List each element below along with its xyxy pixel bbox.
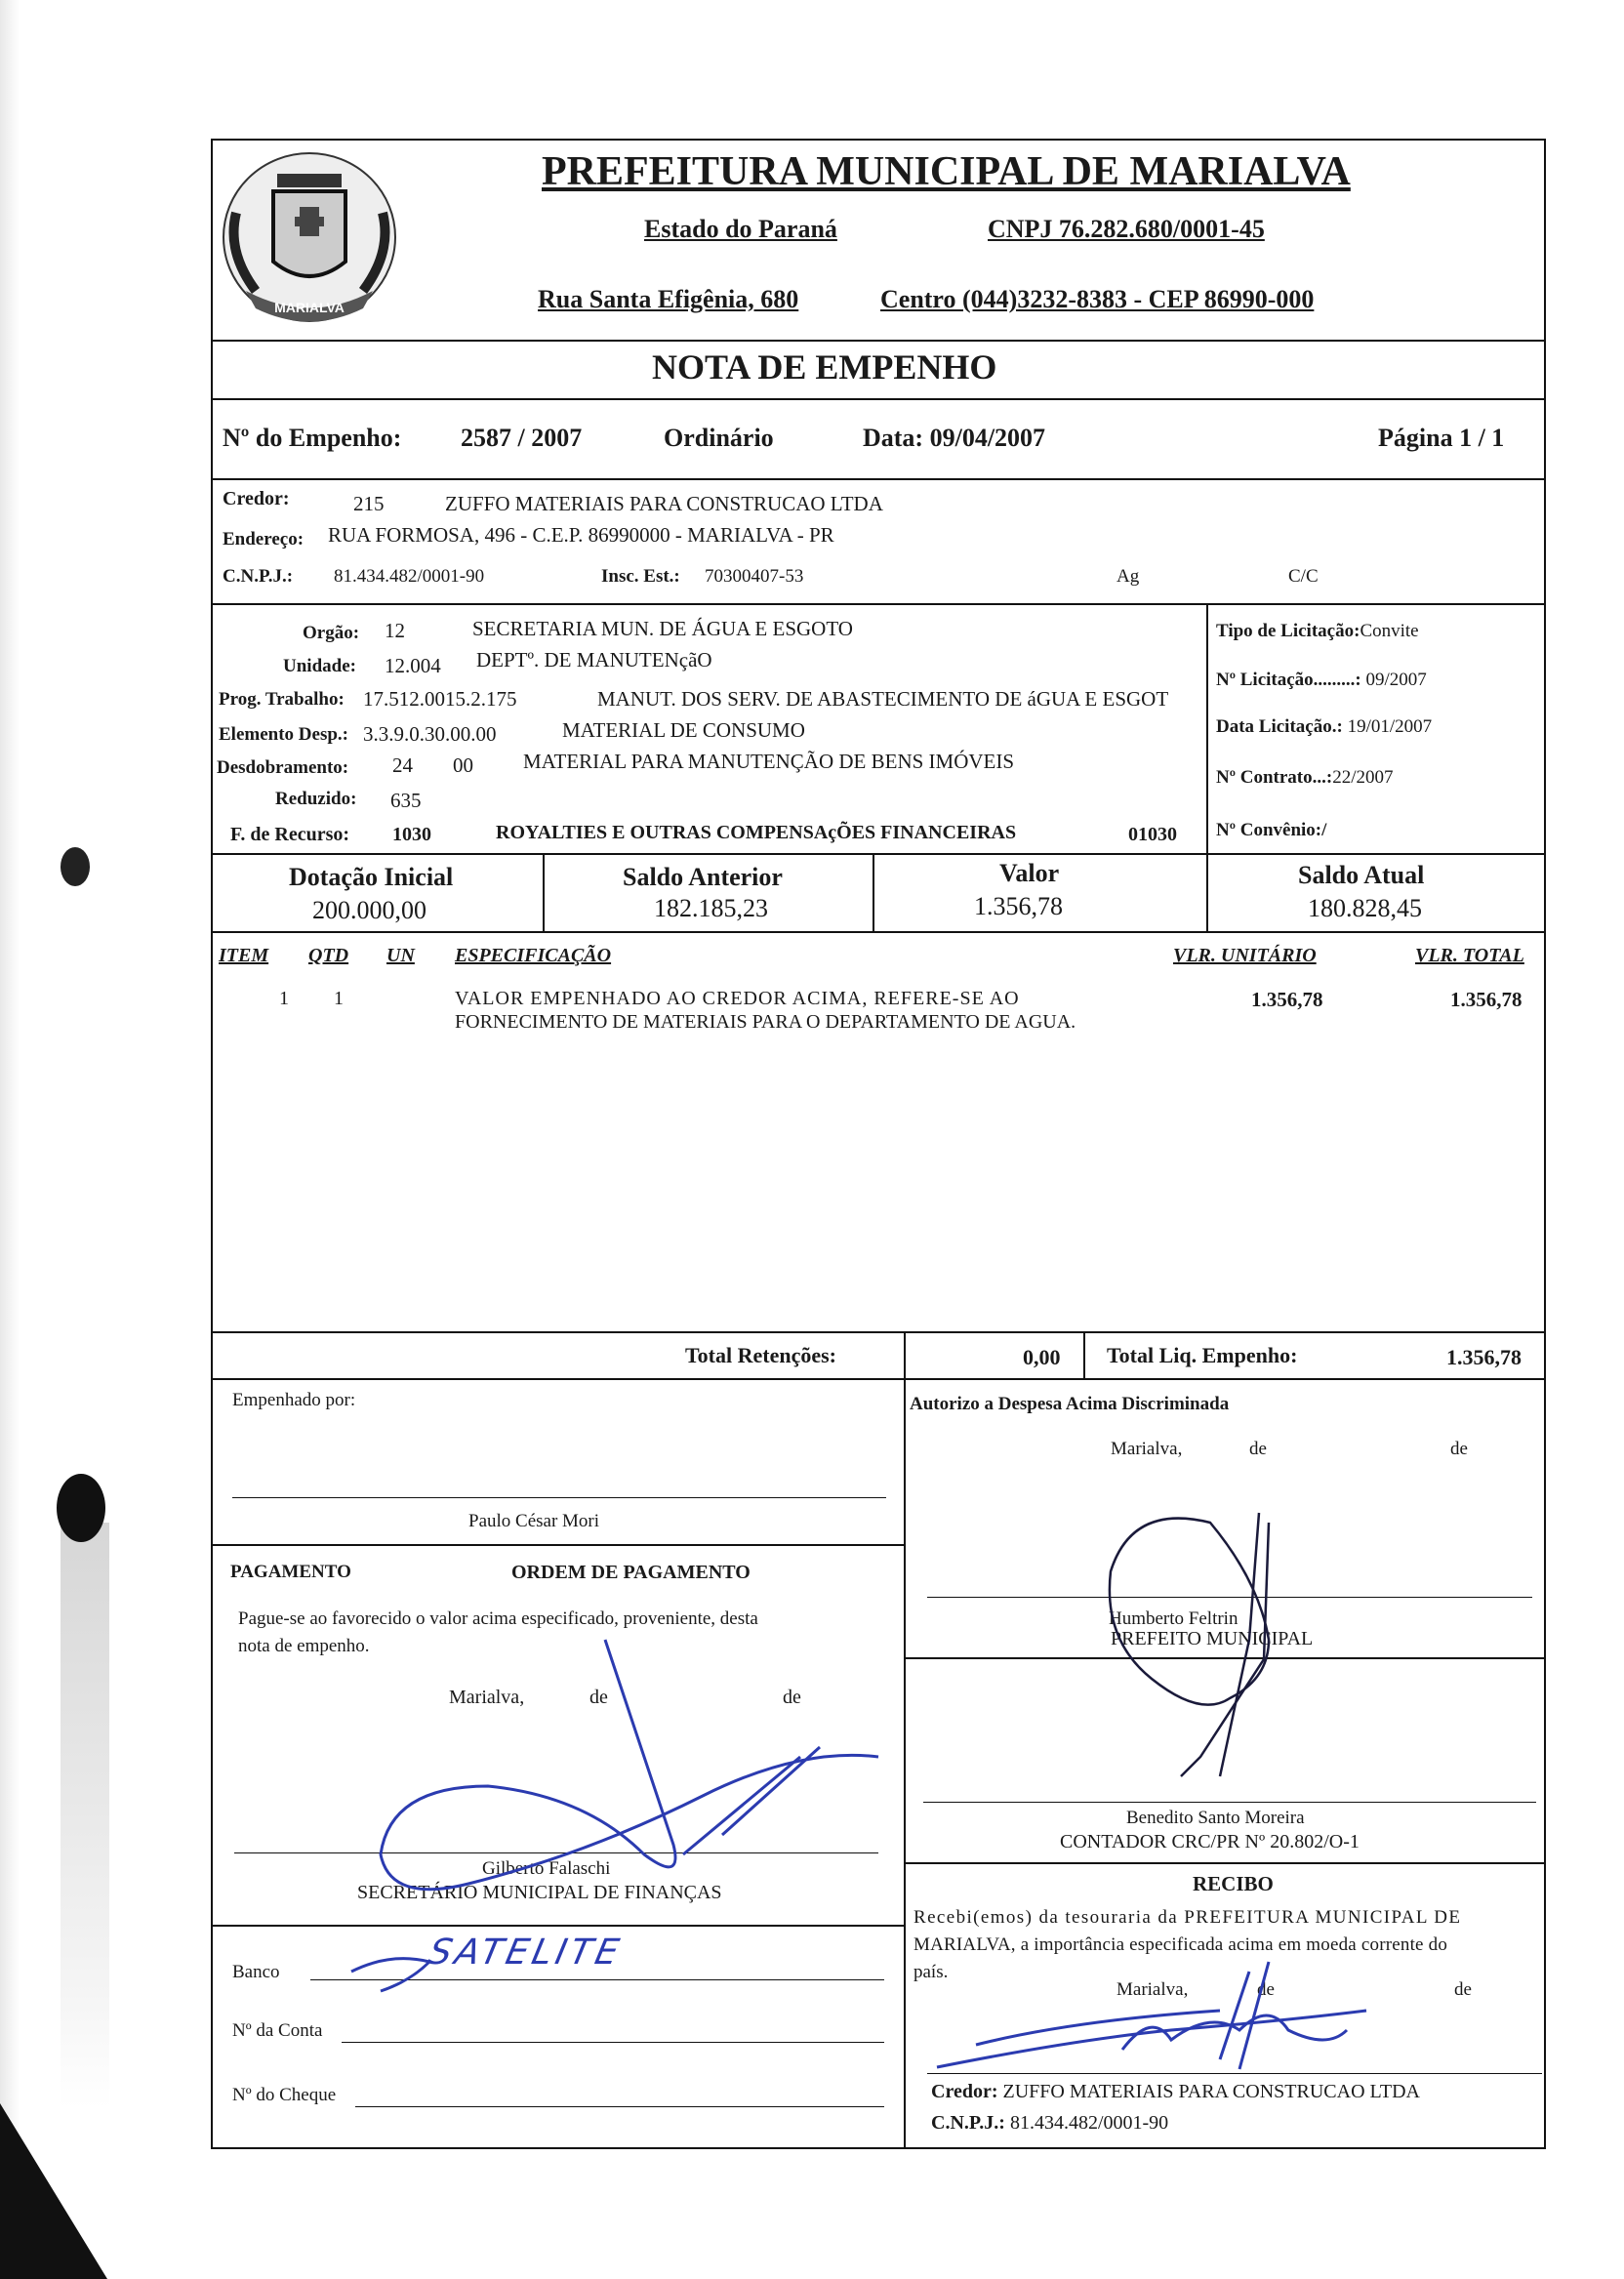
- insc-value: 70300407-53: [705, 566, 804, 587]
- prefeito-signature-icon: [1110, 1513, 1269, 1776]
- empenhado-por-name: Paulo César Mori: [468, 1511, 600, 1531]
- recurso-name: ROYALTIES E OUTRAS COMPENSAçÕES FINANCEIRAS: [496, 822, 1017, 843]
- total-retencoes-label: Total Retenções:: [685, 1343, 836, 1367]
- unidade-name: DEPTº. DE MANUTENçãO: [476, 648, 712, 671]
- autorizo-label: Autorizo a Despesa Acima Discriminada: [910, 1394, 1230, 1414]
- header-cnpj: CNPJ 76.282.680/0001-45: [988, 215, 1265, 243]
- dotacao-label: Dotação Inicial: [289, 863, 454, 891]
- header-contact: Centro (044)3232-8383 - CEP 86990-000: [880, 285, 1315, 313]
- orgao-label: Orgão:: [303, 623, 360, 643]
- unidade-code: 12.004: [385, 654, 441, 677]
- credor-cnpj: 81.434.482/0001-90: [334, 566, 485, 587]
- header-address: Rua Santa Efigênia, 680: [538, 285, 799, 313]
- desdobramento-sub: 00: [453, 753, 473, 777]
- prog-code: 17.512.0015.2.175: [363, 687, 517, 711]
- saldo-atual-value: 180.828,45: [1308, 894, 1422, 922]
- secretario-signature-icon: [381, 1640, 878, 1890]
- col-especificacao: ESPECIFICAÇÃO: [455, 945, 612, 966]
- address-label: Endereço:: [223, 529, 304, 549]
- cnpj-label: C.N.P.J.:: [223, 566, 294, 587]
- pagamento-label: PAGAMENTO: [230, 1562, 351, 1582]
- recibo-title: RECIBO: [1193, 1872, 1274, 1895]
- col-un: UN: [386, 945, 415, 966]
- prefeito-role: PREFEITO MUNICIPAL: [1111, 1628, 1314, 1649]
- pagamento-de-1: de: [589, 1687, 608, 1708]
- empenhado-por-label: Empenhado por:: [232, 1390, 356, 1410]
- recurso-code-2: 01030: [1128, 824, 1177, 845]
- insc-label: Insc. Est.:: [601, 566, 680, 587]
- total-liquido-value: 1.356,78: [1446, 1345, 1522, 1369]
- secretario-name: Gilberto Falaschi: [482, 1858, 611, 1879]
- col-valor-unitario: VLR. UNITÁRIO: [1173, 945, 1317, 966]
- recibo-de-2: de: [1454, 1979, 1472, 2000]
- pagamento-text-line1: Pague-se ao favorecido o valor acima especificado, proveniente, desta: [238, 1608, 758, 1629]
- numero-licitacao: Nº Licitação.........: 09/2007: [1216, 670, 1427, 690]
- unidade-label: Unidade:: [283, 656, 356, 676]
- credor-name: ZUFFO MATERIAIS PARA CONSTRUCAO LTDA: [445, 492, 883, 515]
- total-retencoes-value: 0,00: [1023, 1345, 1061, 1369]
- valor-value: 1.356,78: [974, 892, 1063, 920]
- prefeito-name: Humberto Feltrin: [1109, 1608, 1238, 1629]
- recibo-credor: Credor: ZUFFO MATERIAIS PARA CONSTRUCAO LTDA: [931, 2081, 1420, 2102]
- saldo-anterior-value: 182.185,23: [654, 894, 768, 922]
- state-name: Estado do Paraná: [644, 215, 837, 243]
- page-number: Página 1 / 1: [1378, 424, 1505, 452]
- orgao-name: SECRETARIA MUN. DE ÁGUA E ESGOTO: [472, 617, 853, 640]
- tipo-licitacao: Tipo de Licitação:Convite: [1216, 621, 1419, 641]
- pagamento-text-line2: nota de empenho.: [238, 1636, 370, 1656]
- empenho-number: 2587 / 2007: [461, 424, 583, 452]
- crest-text: MARIALVA: [274, 300, 345, 315]
- empenho-type: Ordinário: [664, 424, 774, 452]
- cheque-label: Nº do Cheque: [232, 2085, 337, 2105]
- elemento-name: MATERIAL DE CONSUMO: [562, 718, 805, 742]
- numero-contrato: Nº Contrato...:22/2007: [1216, 767, 1394, 788]
- cc-label: C/C: [1288, 566, 1319, 587]
- orgao-code: 12: [385, 619, 405, 642]
- autorizo-de-1: de: [1249, 1439, 1267, 1459]
- banco-scribble-icon: [351, 1959, 429, 1991]
- banco-value-handwritten: SATELITE: [425, 1933, 627, 1973]
- col-qtd: QTD: [308, 945, 349, 966]
- row-total-value: 1.356,78: [1450, 988, 1522, 1011]
- data-licitacao: Data Licitação.: 19/01/2007: [1216, 716, 1433, 737]
- document-title: NOTA DE EMPENHO: [652, 347, 997, 387]
- prog-name: MANUT. DOS SERV. DE ABASTECIMENTO DE áGUA E ESGOT: [597, 687, 1169, 711]
- autorizo-de-2: de: [1450, 1439, 1468, 1459]
- page-title: PREFEITURA MUNICIPAL DE MARIALVA: [542, 149, 1351, 194]
- recibo-de-1: de: [1257, 1979, 1275, 2000]
- row-unit-value: 1.356,78: [1251, 988, 1323, 1011]
- recibo-cnpj: C.N.P.J.: 81.434.482/0001-90: [931, 2112, 1169, 2134]
- recibo-local: Marialva,: [1116, 1979, 1189, 2000]
- saldo-anterior-label: Saldo Anterior: [623, 863, 783, 891]
- recibo-text-line1: Recebi(emos) da tesouraria da PREFEITURA MUNICIPAL DE: [914, 1907, 1462, 1928]
- ordem-pagamento-label: ORDEM DE PAGAMENTO: [511, 1562, 751, 1583]
- total-liquido-label: Total Liq. Empenho:: [1107, 1343, 1298, 1367]
- numero-convenio: Nº Convênio:/: [1216, 820, 1327, 840]
- elemento-code: 3.3.9.0.30.00.00: [363, 722, 497, 746]
- desdobramento-name: MATERIAL PARA MANUTENÇÃO DE BENS IMÓVEIS: [523, 750, 1015, 773]
- desdobramento-label: Desdobramento:: [217, 757, 349, 778]
- credor-code: 215: [353, 492, 385, 515]
- valor-label: Valor: [999, 859, 1060, 887]
- prog-label: Prog. Trabalho:: [219, 689, 345, 710]
- reduzido-code: 635: [390, 789, 422, 812]
- autorizo-local: Marialva,: [1111, 1439, 1183, 1459]
- conta-label: Nº da Conta: [232, 2020, 323, 2041]
- pagamento-de-2: de: [783, 1687, 801, 1708]
- credor-address: RUA FORMOSA, 496 - C.E.P. 86990000 - MARIALVA - PR: [328, 523, 834, 547]
- contador-role: CONTADOR CRC/PR Nº 20.802/O-1: [1060, 1831, 1360, 1852]
- elemento-label: Elemento Desp.:: [219, 724, 348, 745]
- empenho-number-label: Nº do Empenho:: [223, 424, 402, 452]
- col-valor-total: VLR. TOTAL: [1415, 945, 1524, 966]
- banco-label: Banco: [232, 1962, 280, 1982]
- row-qtd: 1: [334, 988, 344, 1009]
- pagamento-local: Marialva,: [449, 1687, 525, 1708]
- empenho-date: Data: 09/04/2007: [863, 424, 1046, 452]
- credor-signature-icon: [937, 1962, 1366, 2069]
- dotacao-value: 200.000,00: [312, 896, 426, 924]
- row-item: 1: [279, 988, 289, 1009]
- contador-name: Benedito Santo Moreira: [1126, 1808, 1305, 1828]
- credor-label: Credor:: [223, 488, 290, 509]
- ag-label: Ag: [1116, 566, 1140, 587]
- desdobramento-code: 24: [392, 753, 413, 777]
- row-spec-line2: FORNECIMENTO DE MATERIAIS PARA O DEPARTAMENTO DE AGUA.: [455, 1011, 1076, 1033]
- secretario-role: SECRETÁRIO MUNICIPAL DE FINANÇAS: [357, 1882, 722, 1903]
- recurso-code: 1030: [392, 824, 431, 845]
- recurso-label: F. de Recurso:: [230, 824, 350, 845]
- recibo-text-line3: país.: [914, 1962, 949, 1982]
- saldo-atual-label: Saldo Atual: [1298, 861, 1425, 889]
- row-spec-line1: VALOR EMPENHADO AO CREDOR ACIMA, REFERE-SE AO: [455, 988, 1020, 1009]
- reduzido-label: Reduzido:: [275, 789, 357, 809]
- col-item: ITEM: [219, 945, 269, 966]
- recibo-text-line2: MARIALVA, a importância especificada acima em moeda corrente do: [914, 1934, 1448, 1955]
